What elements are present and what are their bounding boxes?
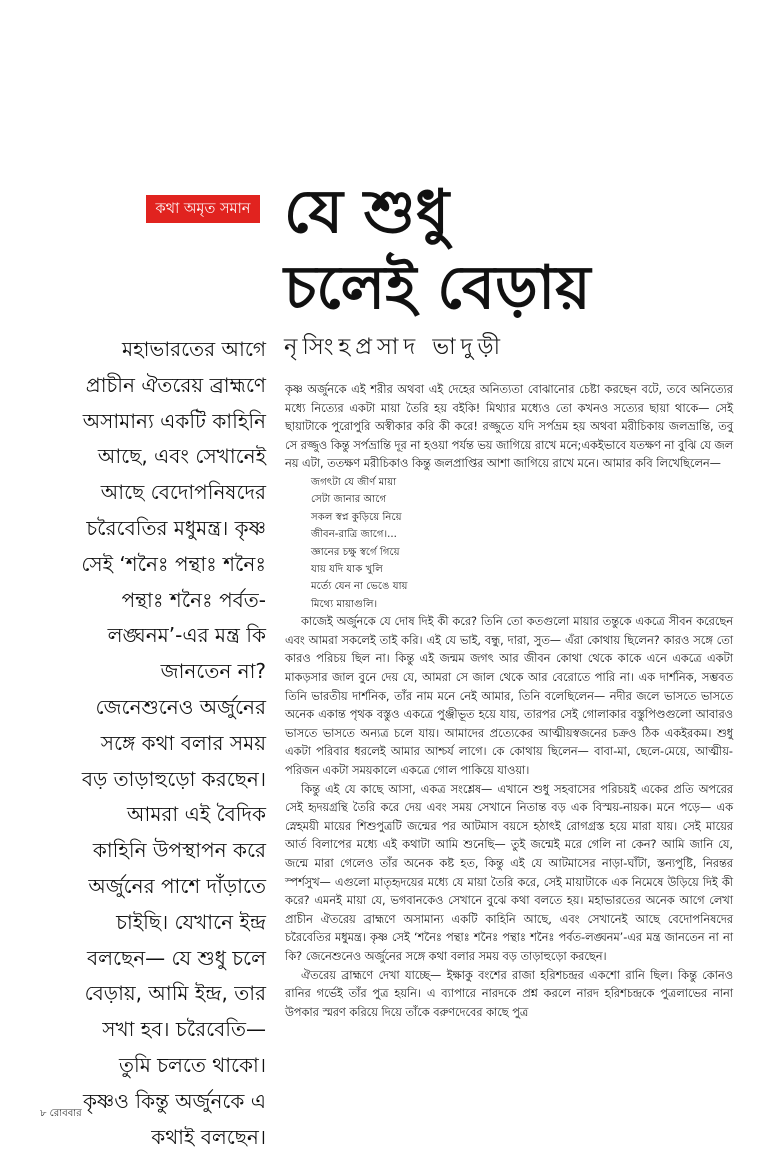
body-paragraph-1: কৃষ্ণ অর্জুনকে এই শরীর অথবা এই দেহের অনিত্যতা বোঝানোর চেষ্টা করছেন বটে, তবে অনিত্যের মধ্যে নিত্যের একটা মায়া তৈরি হয় বইকি! মিথ্যার মধ্যেও তো কখনও সত্যের ছায়া থাকে— সেই ছায়াটাকে পুরোপুরি অস্বীকার করি কী করে! রজ্জুতে যদি সর্পভ্রম হয় অথবা মরীচিকায় জলভ্রান্তি, তবু সে রজ্জুও কিন্তু সর্পভ্রান্তি দূর না হওয়া পর্যন্ত ভয় জাগিয়ে রাখে মনে;একইভাবে যতক্ষণ না বুঝি যে জল নয় এটা, ততক্ষণ মরীচিকাও কিন্তু জলপ্রাপ্তির আশা জাগিয়ে রাখে মনে। আমার কবি লিখেছিলেন— <box>285 383 733 471</box>
body-paragraph-3: কিন্তু এই যে কাছে আসা, একত্র সংশ্লেষ— এখানে শুধু সহবাসের পরিচয়ই একের প্রতি অপরের সেই হৃদয়গ্রন্থি তৈরি করে দেয় এবং সময় সেখানে নিতান্ত বড় এক বিস্ময়-নায়ক। মনে পড়ে— এক স্নেহময়ী মায়ের শিশুপুত্রটি জন্মের পর আটমাস বয়সে হঠাৎই রোগগ্রস্ত হয়ে মারা যায়। সেই মায়ের আর্ত বিলাপের মধ্যে এই কথাটা আমি শুনেছি— তুই জন্মেই মরে গেলি না কেন? আমি জানি যে, জন্মে মারা গেলেও তাঁর অনেক কষ্ট হত, কিন্তু এই যে আটমাসের নাড়া-ঘাঁটা, স্তন্যপুষ্টি, নিরন্তর স্পর্শসুখ— এগুলো মাতৃহৃদয়ের মধ্যে যে মায়া তৈরি করে, সেই মায়াটাকে এক নিমেষে উড়িয়ে দিই কী করে? এমনই মায়া যে, ভগবানকেও সেখানে বুঝে কথা বলতে হয়। মহাভারতের অনেক আগে লেখা প্রাচীন ঐতরেয় ব্রাহ্মণে অসামান্য একটি কাহিনি আছে, এবং সেখানেই আছে বেদোপনিষদের চরৈবেতির মধুমন্ত্র। কৃষ্ণ সেই ‘শনৈঃ পন্থাঃ শনৈঃ পন্থাঃ শনৈঃ পর্বত-লঙ্ঘনম’-এর মন্ত্র জানতেন না না কি? জেনেশুনেও অর্জুনের সঙ্গে কথা বলার সময় বড় তাড়াহুড়ো করছেন। <box>285 782 733 963</box>
page-footer: ৮ রোববার <box>40 1108 82 1119</box>
title-line-2: চলেই বেড়ায় <box>284 253 591 323</box>
poem-line: যায় যদি যাক খুলি <box>311 564 383 575</box>
column-tag: কথা অমৃত সমান <box>146 195 260 223</box>
body-paragraph-4: ঐতরেয় ব্রাহ্মণে দেখা যাচ্ছে— ইক্ষাকু বংশের রাজা হরিশচন্দ্রর একশো রানি ছিল। কিন্তু কোনও রানির গর্ভেই তাঁর পুত্র হয়নি। এ ব্যাপারে নারদকে প্রশ্ন করলে নারদ হরিশচন্দ্রকে পুত্রলাভের নানা উপকার স্মরণ করিয়ে দিয়ে তাঁকে বরুণদেবের কাছে পুত্র <box>285 968 733 1019</box>
poem-line: জ্ঞানের চক্ষু স্বর্গে গিয়ে <box>311 546 400 558</box>
title-line-1: যে শুধু <box>284 177 450 247</box>
poem-line: জগৎটা যে জীর্ণ মায়া <box>311 476 397 488</box>
poem-line: সকল স্বপ্ন কুড়িয়ে নিয়ে <box>311 511 402 523</box>
pull-quote: মহাভারতের আগে প্রাচীন ঐতরেয় ব্রাহ্মণে অসামান্য একটি কাহিনি আছে, এবং সেখানেই আছে বেদোপনিষদের চরৈবেতির মধুমন্ত্র। কৃষ্ণ সেই ‘শনৈঃ পন্থাঃ শনৈঃ পন্থাঃ শনৈঃ পর্বত-লঙ্ঘনম’-এর মন্ত্র কি জানতেন না? জেনেশুনেও অর্জুনের সঙ্গে কথা বলার সময় বড় তাড়াহুড়ো করছেন। আমরা এই বৈদিক কাহিনি উপস্থাপন করে অর্জুনের পাশে দাঁড়াতে চাইছি। যেখানে ইন্দ্র বলছেন— যে শুধু চলে বেড়ায়, আমি ইন্দ্র, তার সখা হব। চরৈবেতি— তুমি চলতে থাকো। কৃষ্ণও কিন্তু অর্জুনকে এ কথাই বলছেন। <box>81 337 266 1149</box>
article-body <box>285 381 733 1022</box>
poem-line: মর্ত্যে যেন না ভেঙে যায় <box>311 581 408 593</box>
poem-block <box>285 474 733 613</box>
body-paragraph-2: কাজেই অর্জুনকে যে দোষ দিই কী করে? তিনি তো কতগুলো মায়ার তন্তুকে একত্রে সীবন করেছেন এবং আমরা সকলেই তাই করি। এই যে ভাই, বন্ধু, দারা, সুত— এঁরা কোথায় ছিলেন? কারও সঙ্গে তো কারও পরিচয় ছিল না। কিন্তু এই জন্মম জগৎ আর জীবন কোথা থেকে কাকে এনে একত্রে একটা মাকড়সার জাল বুনে দেয় যে, আমরা সে জাল থেকে আর বেরোতে পারি না। এক দার্শনিক, সম্ভবত তিনি ভারতীয় দার্শনিক, তাঁর নাম মনে নেই আমার, তিনি বলেছিলেন— নদীর জলে ভাসতে ভাসতে অনেক একান্ত পৃথক বস্তুও একত্রে পুঞ্জীভূত হয়ে যায়, তারপর সেই গোলাকার বস্তুপিণ্ডগুলো আবারও ভাসতে ভাসতে অন্যত্র চলে যায়। আমাদের প্রত্যেকের আত্মীয়স্বজনের চক্রও ঠিক একইরকম। শুধু একটা পরিবার ধরলেই আমার আশ্চর্য লাগে। কে কোথায় ছিলেন— বাবা-মা, ছেলে-মেয়ে, আত্মীয়-পরিজন একটা সময়কালে একত্রে গোল পাকিয়ে যাওয়া। <box>285 615 733 777</box>
author-byline: নৃসিংহপ্রসাদ ভাদুড়ী <box>284 334 506 360</box>
poem-line: সেটা জানার আগে <box>311 494 387 506</box>
poem-line: জীবন-রাত্রি জাগে।... <box>311 529 397 541</box>
poem-line: মিথ্যে মায়াগুলি। <box>311 598 378 610</box>
article-title <box>284 174 724 326</box>
